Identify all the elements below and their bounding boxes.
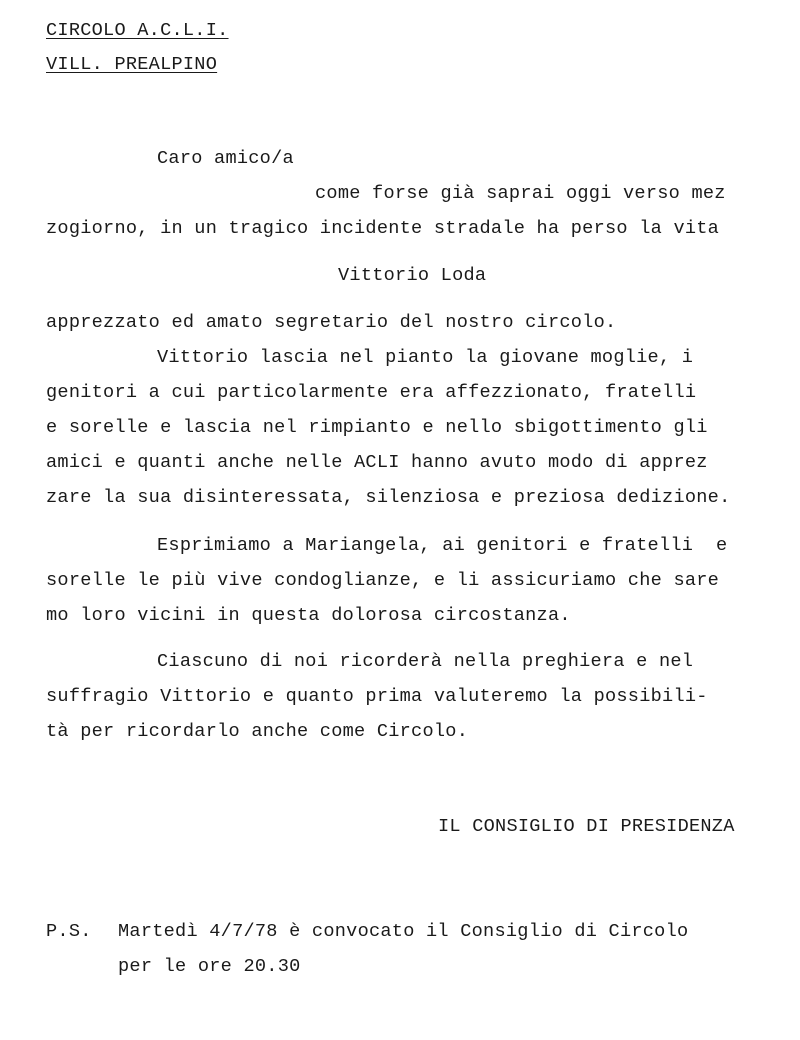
body-line: Ciascuno di noi ricorderà nella preghiera e nel xyxy=(157,651,694,672)
letterhead-line-2: VILL. PREALPINO xyxy=(46,54,218,75)
signature: IL CONSIGLIO DI PRESIDENZA xyxy=(438,816,735,837)
body-line: sorelle le più vive condoglianze, e li assicuriamo che sare xyxy=(46,570,720,591)
salutation: Caro amico/a xyxy=(157,148,294,169)
body-line: come forse già saprai oggi verso mez xyxy=(315,183,726,204)
body-line: Esprimiamo a Mariangela, ai genitori e fratelli e xyxy=(157,535,728,556)
body-line: amici e quanti anche nelle ACLI hanno avuto modo di apprez xyxy=(46,452,708,473)
body-line: Vittorio lascia nel pianto la giovane moglie, i xyxy=(157,347,694,368)
body-line: genitori a cui particolarmente era affezzionato, fratelli xyxy=(46,382,697,403)
body-line: mo loro vicini in questa dolorosa circostanza. xyxy=(46,605,571,626)
postscript-label: P.S. xyxy=(46,921,92,942)
body-line: zare la sua disinteressata, silenziosa e preziosa dedizione. xyxy=(46,487,731,508)
body-line: apprezzato ed amato segretario del nostro circolo. xyxy=(46,312,617,333)
body-line: zogiorno, in un tragico incidente stradale ha perso la vita xyxy=(46,218,720,239)
body-line: tà per ricordarlo anche come Circolo. xyxy=(46,721,469,742)
letterhead-line-1: CIRCOLO A.C.L.I. xyxy=(46,20,229,41)
body-line: suffragio Vittorio e quanto prima valuteremo la possibili- xyxy=(46,686,708,707)
deceased-name: Vittorio Loda xyxy=(338,265,487,286)
postscript-line-1: Martedì 4/7/78 è convocato il Consiglio di Circolo xyxy=(118,921,689,942)
postscript-line-2: per le ore 20.30 xyxy=(118,956,301,977)
body-line: e sorelle e lascia nel rimpianto e nello sbigottimento gli xyxy=(46,417,708,438)
